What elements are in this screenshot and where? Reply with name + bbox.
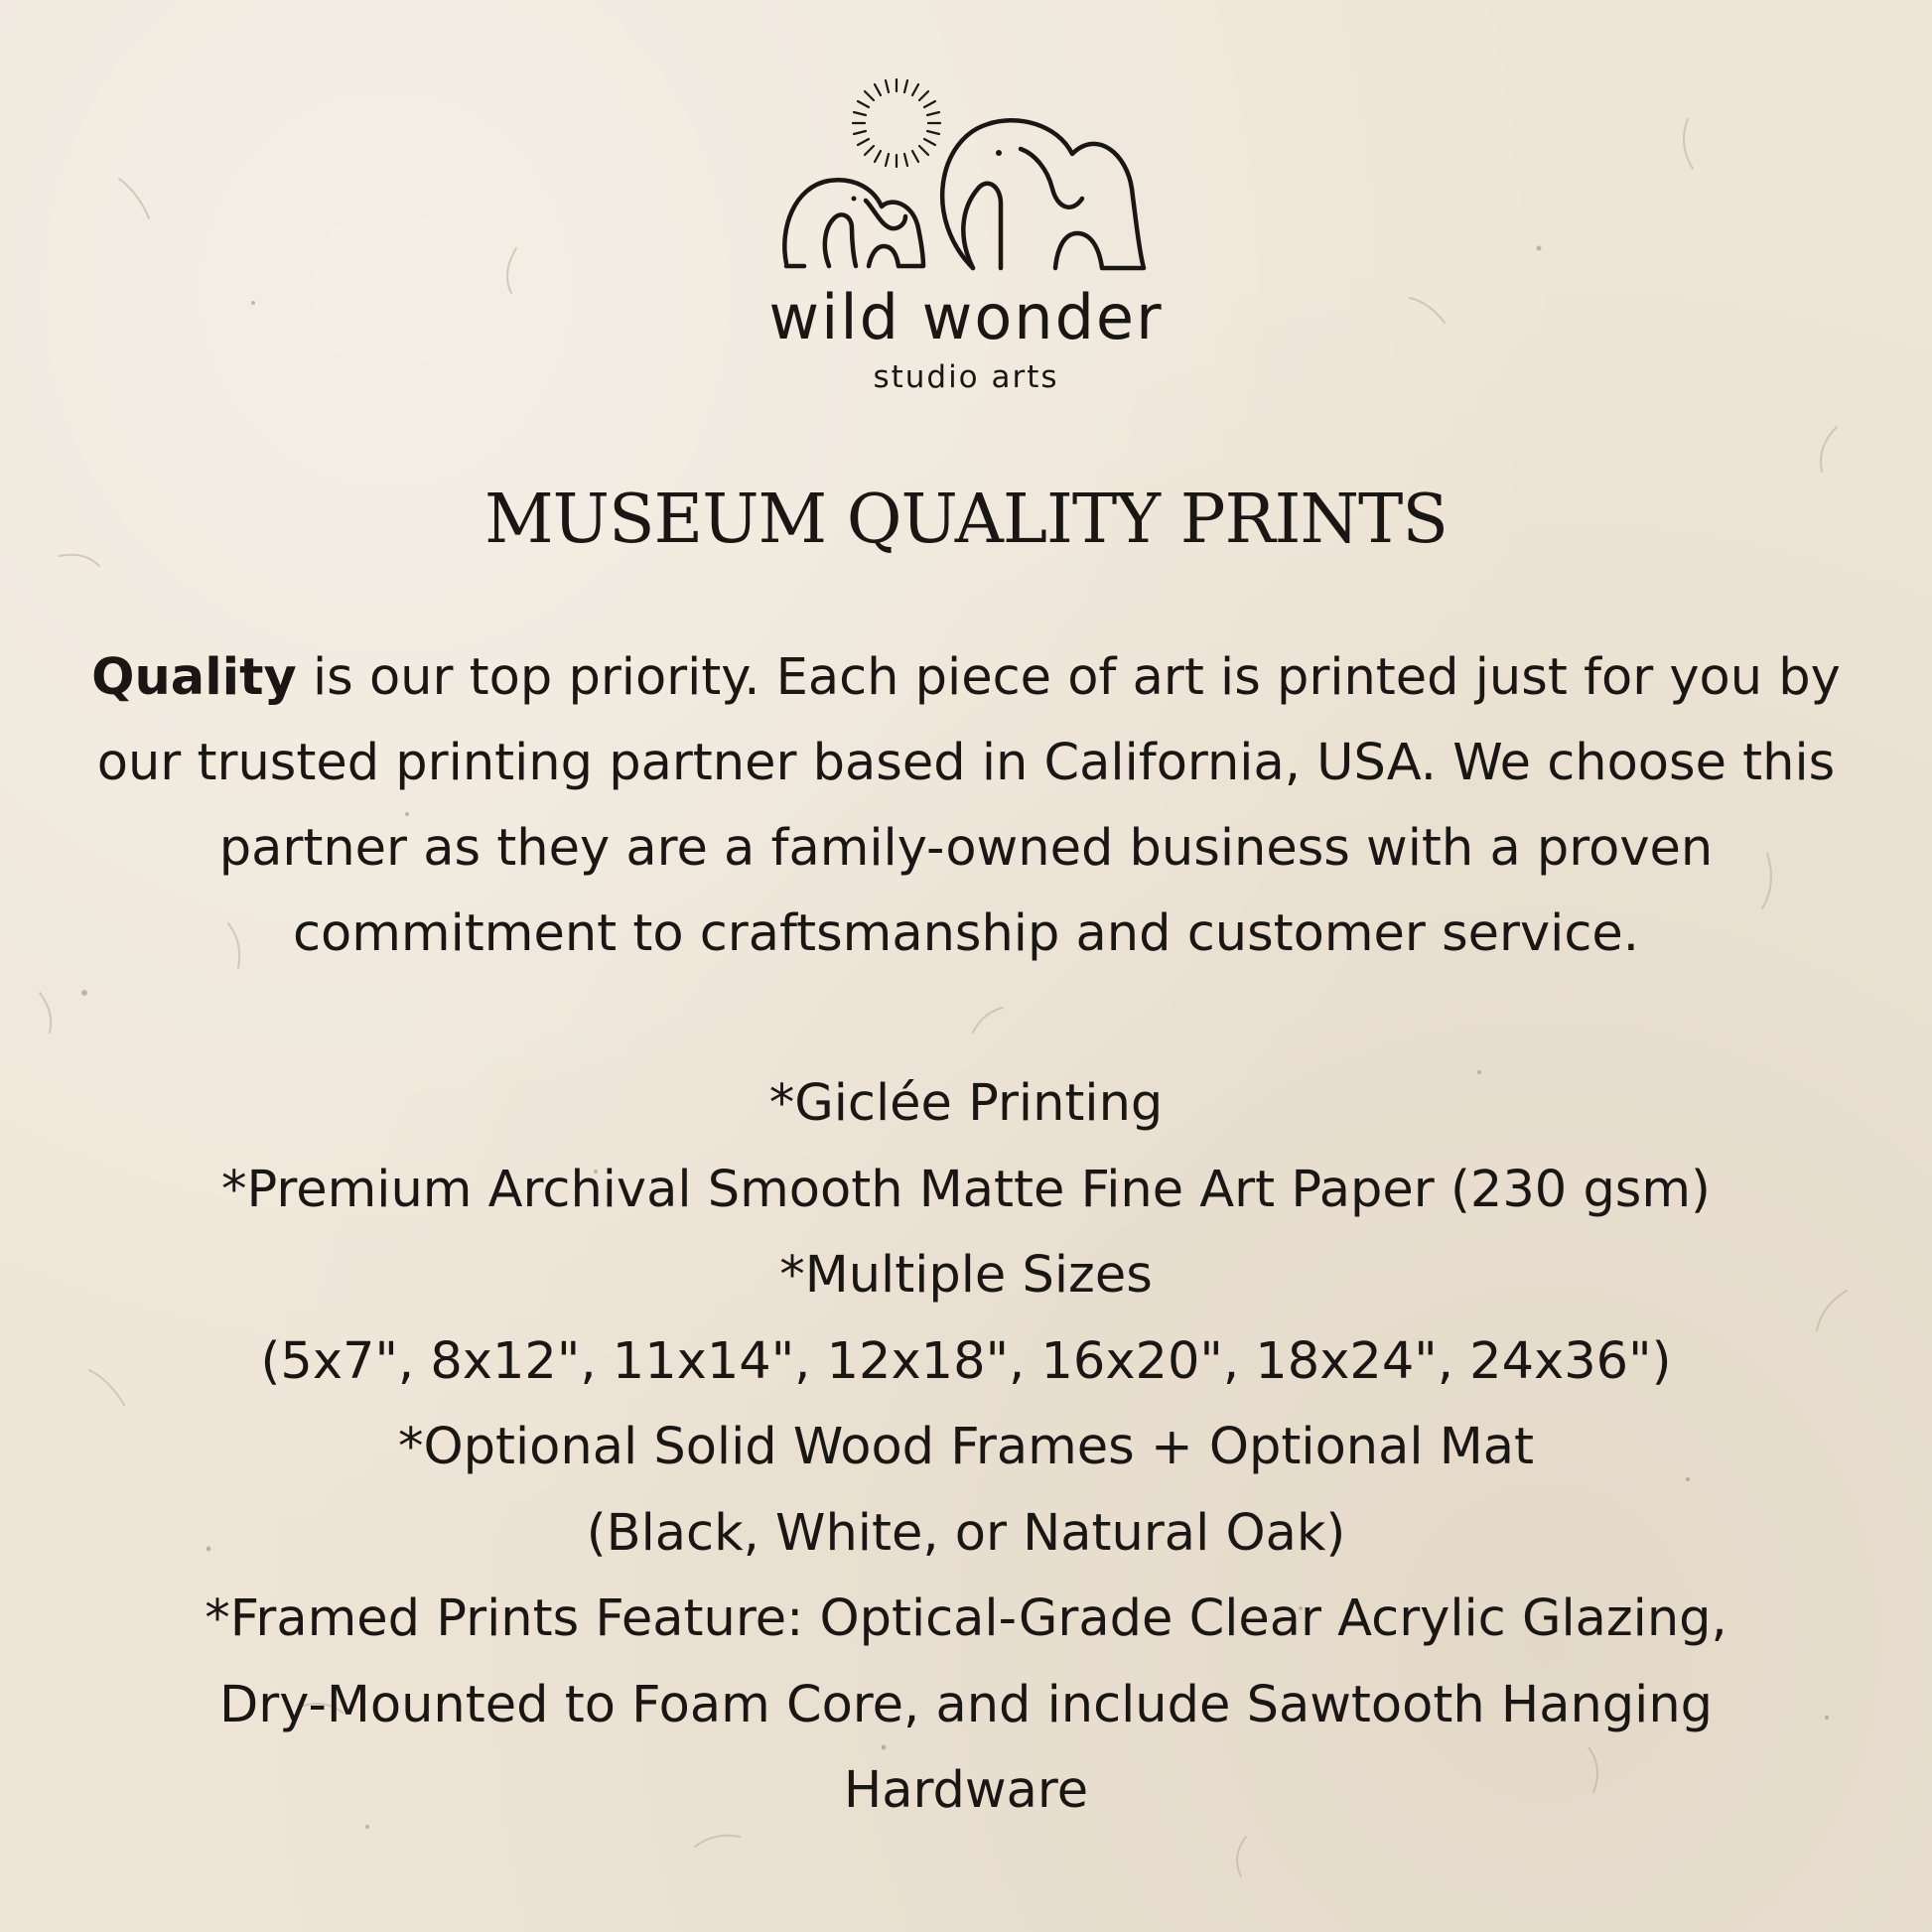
feature-line: *Optional Solid Wood Frames + Optional Mat (398, 1418, 1534, 1476)
intro-bold-lead: Quality (91, 648, 297, 707)
feature-line: *Giclée Printing (768, 1074, 1164, 1133)
feature-line: *Premium Archival Smooth Matte Fine Art Paper (230 gsm) (221, 1160, 1711, 1219)
feature-line: *Framed Prints Feature: Optical-Grade Clear Acrylic Glazing, (205, 1589, 1727, 1648)
page-title: MUSEUM QUALITY PRINTS (484, 481, 1448, 559)
feature-line: (5x7", 8x12", 11x14", 12x18", 16x20", 18x24", 24x36") (260, 1331, 1672, 1391)
elephant-mother-calf-sun-icon (774, 69, 1172, 288)
feature-list (79, 1061, 1853, 1835)
intro-text: is our top priority. Each piece of art is printed just for you by our trusted printing partner based in California, USA. We choose this partner as they are a family-owned business with a proven commitment to craftsmanship and customer service. (96, 648, 1841, 963)
feature-line: (Black, White, or Natural Oak) (586, 1503, 1346, 1563)
brand-name: wild wonder (768, 281, 1164, 353)
brand-tagline: studio arts (873, 359, 1059, 395)
feature-line: Hardware (843, 1761, 1089, 1820)
intro-paragraph (89, 635, 1843, 977)
feature-line: *Multiple Sizes (779, 1246, 1153, 1305)
feature-line: Dry-Mounted to Foam Core, and include Sawtooth Hanging (218, 1675, 1714, 1734)
